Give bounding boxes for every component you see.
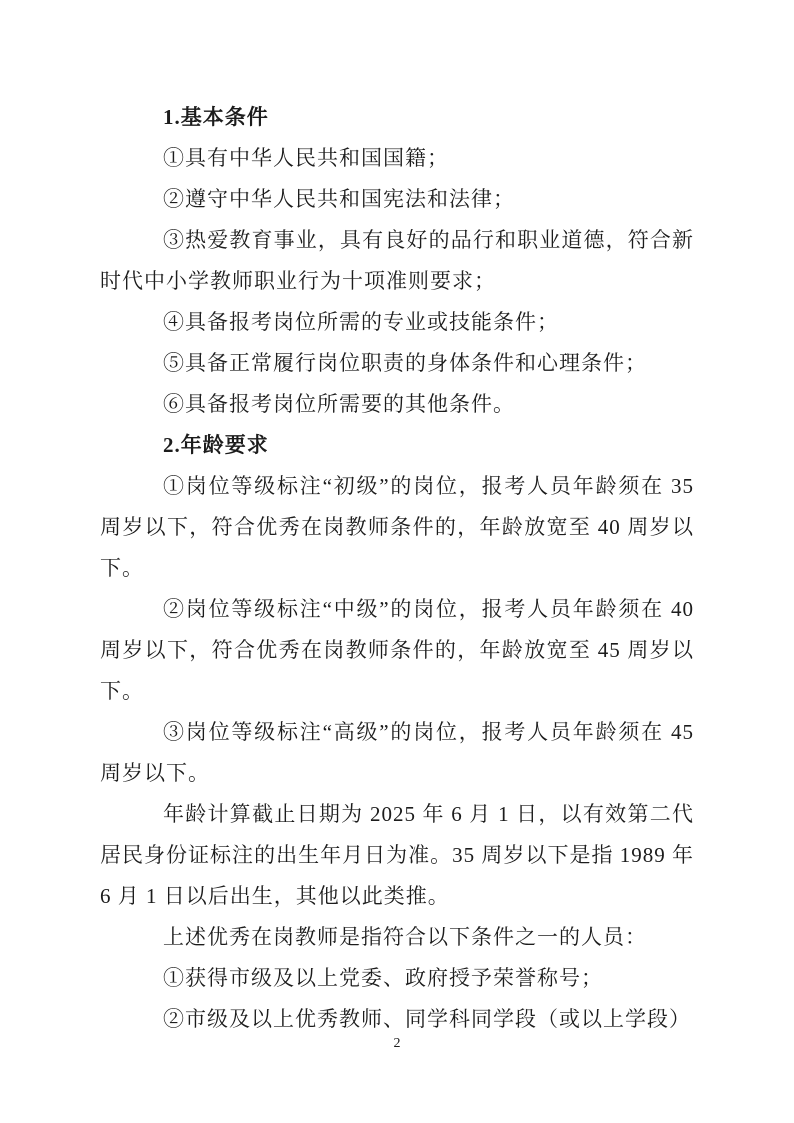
basic-condition-item-1: ①具有中华人民共和国国籍；	[163, 146, 449, 170]
section-heading-age-requirements: 2.年龄要求	[163, 433, 269, 457]
basic-condition-item-3: ③热爱教育事业，具有良好的品行和职业道德，符合新时代中小学教师职业行为十项准则要求；	[100, 228, 694, 293]
page-number: 2	[393, 1036, 401, 1051]
basic-condition-item-5: ⑤具备正常履行岗位职责的身体条件和心理条件；	[163, 351, 647, 375]
basic-condition-item-4: ④具备报考岗位所需的专业或技能条件；	[163, 310, 559, 334]
document-body	[100, 97, 694, 1040]
section-heading-basic-conditions: 1.基本条件	[163, 105, 269, 129]
age-calculation-paragraph: 年龄计算截止日期为 2025 年 6 月 1 日，以有效第二代居民身份证标注的出生年月日为准。35 周岁以下是指 1989 年 6 月 1 日以后出生，其他以此类推。	[100, 802, 694, 908]
age-requirement-item-3: ③岗位等级标注“高级”的岗位，报考人员年龄须在 45 周岁以下。	[100, 720, 694, 785]
basic-condition-item-6: ⑥具备报考岗位所需要的其他条件。	[163, 392, 515, 416]
outstanding-teacher-intro: 上述优秀在岗教师是指符合以下条件之一的人员：	[163, 925, 647, 949]
basic-condition-item-2: ②遵守中华人民共和国宪法和法律；	[163, 187, 515, 211]
age-requirement-item-1: ①岗位等级标注“初级”的岗位，报考人员年龄须在 35 周岁以下，符合优秀在岗教师条件的，年龄放宽至 40 周岁以下。	[100, 474, 694, 580]
outstanding-teacher-item-1: ①获得市级及以上党委、政府授予荣誉称号；	[163, 966, 603, 990]
age-requirement-item-2: ②岗位等级标注“中级”的岗位，报考人员年龄须在 40 周岁以下，符合优秀在岗教师条件的，年龄放宽至 45 周岁以下。	[100, 597, 694, 703]
outstanding-teacher-item-2: ②市级及以上优秀教师、同学科同学段（或以上学段）	[163, 1007, 691, 1031]
